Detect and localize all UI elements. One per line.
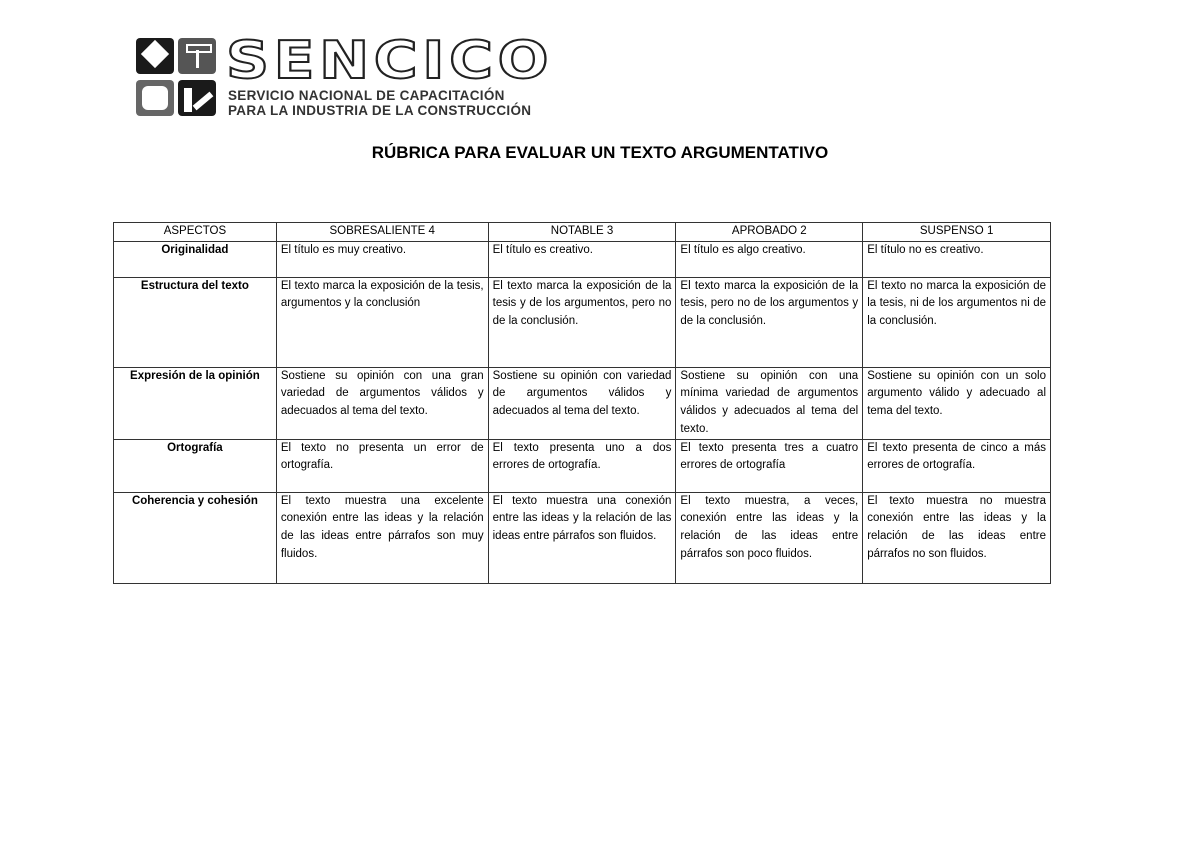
header-cell: NOTABLE 3 [488,223,676,242]
table-header-row [114,223,1051,242]
header-cell: APROBADO 2 [676,223,863,242]
criteria-cell: El texto marca la exposición de la tesis, pero no de los argumentos y de la conclusión. [676,277,863,367]
logo-tiles-icon [136,38,222,118]
logo-wordmark: SENCICO [226,31,554,91]
criteria-cell: El texto marca la exposición de la tesis y de los argumentos, pero no de la conclusión. [488,277,676,367]
header-cell: ASPECTOS [114,223,277,242]
criteria-cell: Sostiene su opinión con un solo argumento válido y adecuado al tema del texto. [863,367,1051,439]
header-cell: SOBRESALIENTE 4 [276,223,488,242]
criteria-cell: El texto presenta uno a dos errores de ortografía. [488,439,676,492]
criteria-cell: El texto no marca la exposición de la tesis, ni de los argumentos ni de la conclusión. [863,277,1051,367]
criteria-cell: Sostiene su opinión con una gran variedad de argumentos válidos y adecuados al tema del texto. [276,367,488,439]
table-row [114,241,1051,277]
criteria-cell: El texto no presenta un error de ortografía. [276,439,488,492]
aspect-cell: Coherencia y cohesión [114,492,277,583]
table-row [114,277,1051,367]
logo-line-1: SERVICIO NACIONAL DE CAPACITACIÓN [228,88,505,103]
aspect-cell: Originalidad [114,241,277,277]
logo-line-2: PARA LA INDUSTRIA DE LA CONSTRUCCIÓN [228,103,532,118]
table-row [114,492,1051,583]
criteria-cell: El título es muy creativo. [276,241,488,277]
criteria-cell: Sostiene su opinión con una mínima variedad de argumentos válidos y adecuados al tema del texto. [676,367,863,439]
header-cell: SUSPENSO 1 [863,223,1051,242]
aspect-cell: Expresión de la opinión [114,367,277,439]
criteria-cell: El texto marca la exposición de la tesis, argumentos y la conclusión [276,277,488,367]
aspect-cell: Estructura del texto [114,277,277,367]
criteria-cell: El texto presenta de cinco a más errores de ortografía. [863,439,1051,492]
table-row [114,439,1051,492]
criteria-cell: El texto muestra una conexión entre las ideas y la relación de las ideas entre párrafos son fluidos. [488,492,676,583]
criteria-cell: El título es algo creativo. [676,241,863,277]
criteria-cell: El título es creativo. [488,241,676,277]
criteria-cell: Sostiene su opinión con variedad de argumentos válidos y adecuados al tema del texto. [488,367,676,439]
criteria-cell: El texto presenta tres a cuatro errores de ortografía [676,439,863,492]
aspect-cell: Ortografía [114,439,277,492]
criteria-cell: El título no es creativo. [863,241,1051,277]
document-title: RÚBRICA PARA EVALUAR UN TEXTO ARGUMENTATIVO [371,143,829,162]
rubric-table [113,222,1051,584]
sencico-logo [136,31,554,118]
criteria-cell: El texto muestra una excelente conexión entre las ideas y la relación de las ideas entre párrafos son muy fluidos. [276,492,488,583]
table-row [114,367,1051,439]
criteria-cell: El texto muestra, a veces, conexión entre las ideas y la relación de las ideas entre párrafos son poco fluidos. [676,492,863,583]
criteria-cell: El texto muestra no muestra conexión entre las ideas y la relación de las ideas entre párrafos no son fluidos. [863,492,1051,583]
